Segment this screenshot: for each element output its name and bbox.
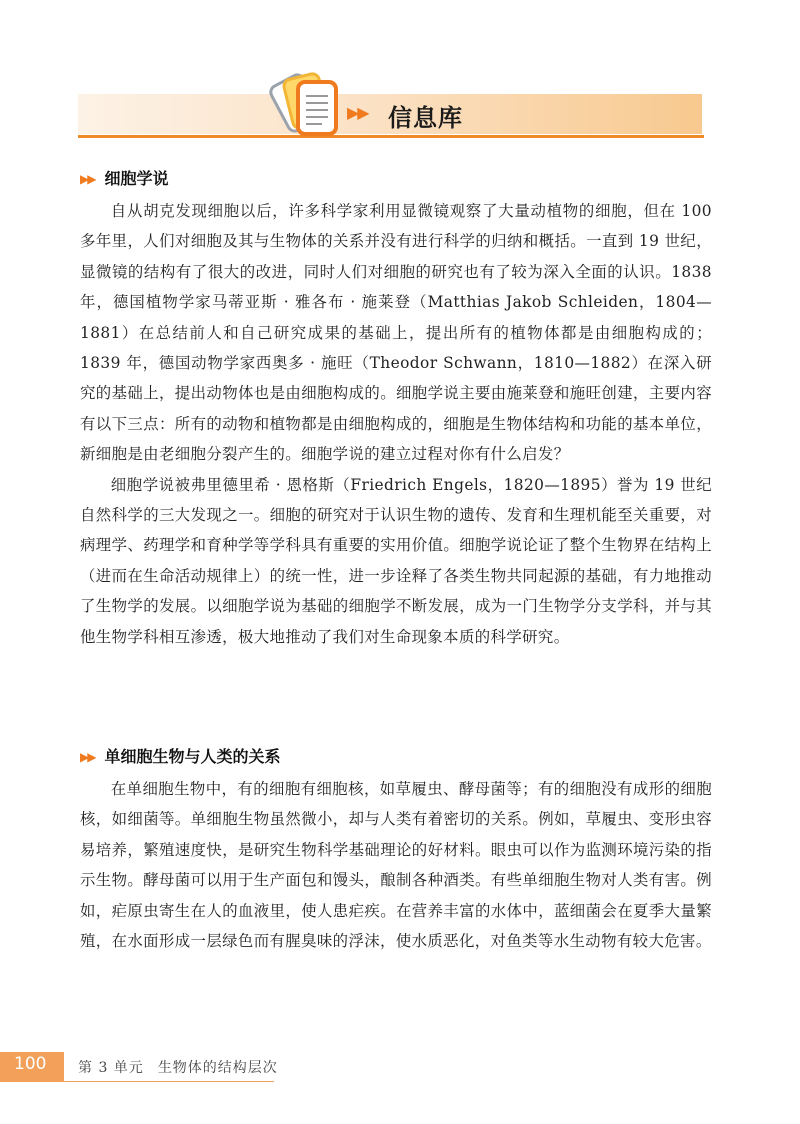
page-title: 信息库 bbox=[388, 104, 463, 132]
section-cell-theory bbox=[80, 166, 712, 652]
section-unicellular bbox=[80, 744, 712, 956]
section-heading bbox=[80, 166, 712, 192]
section-heading-text: 细胞学说 bbox=[104, 169, 169, 188]
header-divider bbox=[78, 135, 704, 138]
paragraph: 在单细胞生物中，有的细胞有细胞核，如草履虫、酵母菌等；有的细胞没有成形的细胞核，如细菌等。单细胞生物虽然微小，却与人类有着密切的关系。例如，草履虫、变形虫容易培养，繁殖速度快，是研究生物科学基础理论的好材料。眼虫可以作为监测环境污染的指示生物。酵母菌可以用于生产面包和馒头，酿制各种酒类。有些单细胞生物对人类有害。例如，疟原虫寄生在人的血液里，使人患疟疾。在营养丰富的水体中，蓝细菌会在夏季大量繁殖，在水面形成一层绿色而有腥臭味的浮沫，使水质恶化，对鱼类等水生动物有较大危害。 bbox=[80, 780, 712, 951]
double-arrow-icon: ▶▶ bbox=[80, 172, 95, 186]
paragraph: 细胞学说被弗里德里希 · 恩格斯（Friedrich Engels，1820—1895）誉为 19 世纪自然科学的三大发现之一。细胞的研究对于认识生物的遗传、发育和生理机能至关重要，对病理学、药理学和育种学等学科具有重要的实用价值。细胞学说论证了整个生物界在结构上（进而在生命活动规律上）的统一性，进一步诠释了各类生物共同起源的基础，有力地推动了生物学的发展。以细胞学说为基础的细胞学不断发展，成为一门生物学分支学科，并与其他生物学科相互渗透，极大地推动了我们对生命现象本质的科学研究。 bbox=[80, 475, 712, 646]
chapter-label: 生物体的结构层次 bbox=[157, 1060, 278, 1076]
header-arrows-icon: ▶▶ bbox=[347, 103, 368, 122]
paragraph: 自从胡克发现细胞以后，许多科学家利用显微镜观察了大量动植物的细胞，但在 100 多年里，人们对细胞及其与生物体的关系并没有进行科学的归纳和概括。一直到 19 世纪，显微镜的结构有了很大的改进，同时人们对细胞的研究也有了较为深入全面的认识。1838 年，德国植物学家马蒂亚斯 · 雅各布 · 施莱登（Matthias Jakob Schleiden，1804—1881）在总结前人和自己研究成果的基础上，提出所有的植物体都是由细胞构成的；1839 年，德国动物学家西奥多 · 施旺（Theodor Schwann，1810—1882）在深入研究的基础上，提出动物体也是由细胞构成的。细胞学说主要由施莱登和施旺创建，主要内容有以下三点：所有的动物和植物都是由细胞构成的，细胞是生物体结构和功能的基本单位，新细胞是由老细胞分裂产生的。细胞学说的建立过程对你有什么启发？ bbox=[80, 202, 712, 464]
section-heading bbox=[80, 744, 712, 770]
double-arrow-icon: ▶▶ bbox=[80, 750, 95, 764]
section-header bbox=[0, 62, 800, 182]
footer-rule bbox=[64, 1081, 274, 1082]
notes-stack-icon bbox=[268, 68, 344, 148]
running-footer bbox=[78, 1057, 278, 1077]
page-number: 100 bbox=[14, 1054, 47, 1074]
section-heading-text: 单细胞生物与人类的关系 bbox=[104, 747, 281, 766]
unit-label: 第 3 单元 bbox=[78, 1060, 144, 1076]
